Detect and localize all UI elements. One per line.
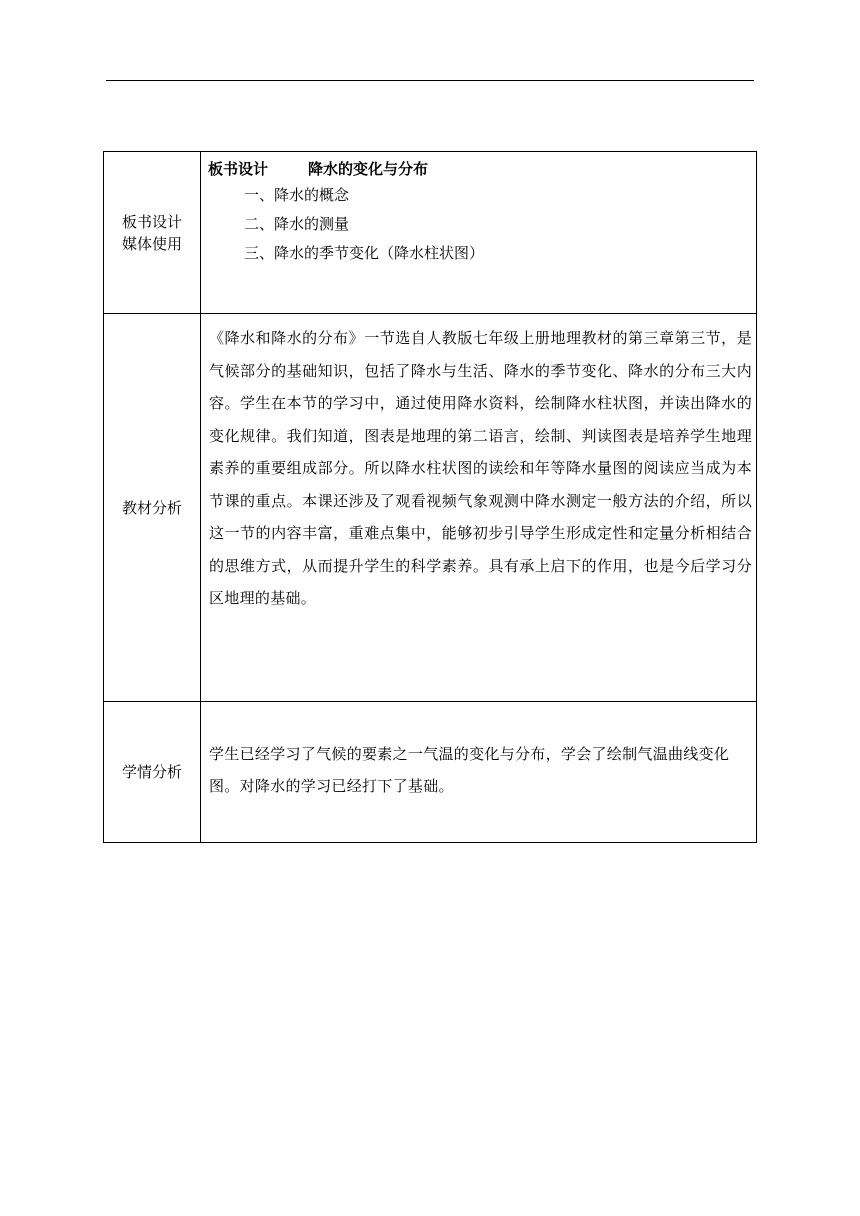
- student-analysis-row: [104, 702, 757, 843]
- material-analysis-row: [104, 314, 757, 702]
- board-item: 三、降水的季节变化（降水柱状图）: [244, 244, 485, 262]
- board-design-label-cell: [104, 152, 201, 314]
- header-rule: [106, 80, 754, 81]
- material-analysis-text: 《降水和降水的分布》一节选自人教版七年级上册地理教材的第三章第三节，是气候部分的基础知识，包括了降水与生活、降水的季节变化、降水的分布三大内容。学生在本节的学习中，通过使用降水资料，绘制降水柱状图，并读出降水的变化规律。我们知道，图表是地理的第二语言，绘制、判读图表是培养学生地理素养的重要组成部分。所以降水柱状图的读绘和年等降水量图的阅读应当成为本节课的重点。本课还涉及了观看视频气象观测中降水测定一般方法的介绍，所以这一节的内容丰富，重难点集中，能够初步引导学生形成定性和定量分析相结合的思维方式，从而提升学生的科学素养。具有承上启下的作用，也是今后学习分区地理的基础。: [209, 329, 752, 607]
- board-heading-label: 板书设计: [208, 160, 269, 178]
- board-heading: [208, 158, 750, 180]
- board-item: 一、降水的概念: [244, 186, 350, 204]
- student-analysis-text: 学生已经学习了气候的要素之一气温的变化与分布，学会了绘制气温曲线变化图。对降水的学习已经打下了基础。: [209, 745, 730, 795]
- board-heading-title: 降水的变化与分布: [308, 160, 429, 178]
- lesson-plan-table: [103, 151, 757, 843]
- media-use-label: 媒体使用: [121, 234, 182, 253]
- board-design-label: 板书设计: [121, 212, 182, 231]
- student-analysis-label: 学情分析: [104, 702, 201, 843]
- student-analysis-content-cell: [201, 702, 757, 843]
- material-analysis-content-cell: [201, 314, 757, 702]
- board-item: 二、降水的测量: [244, 215, 350, 233]
- board-design-row: [104, 152, 757, 314]
- material-analysis-label: 教材分析: [104, 314, 201, 702]
- board-design-content-cell: [201, 152, 757, 314]
